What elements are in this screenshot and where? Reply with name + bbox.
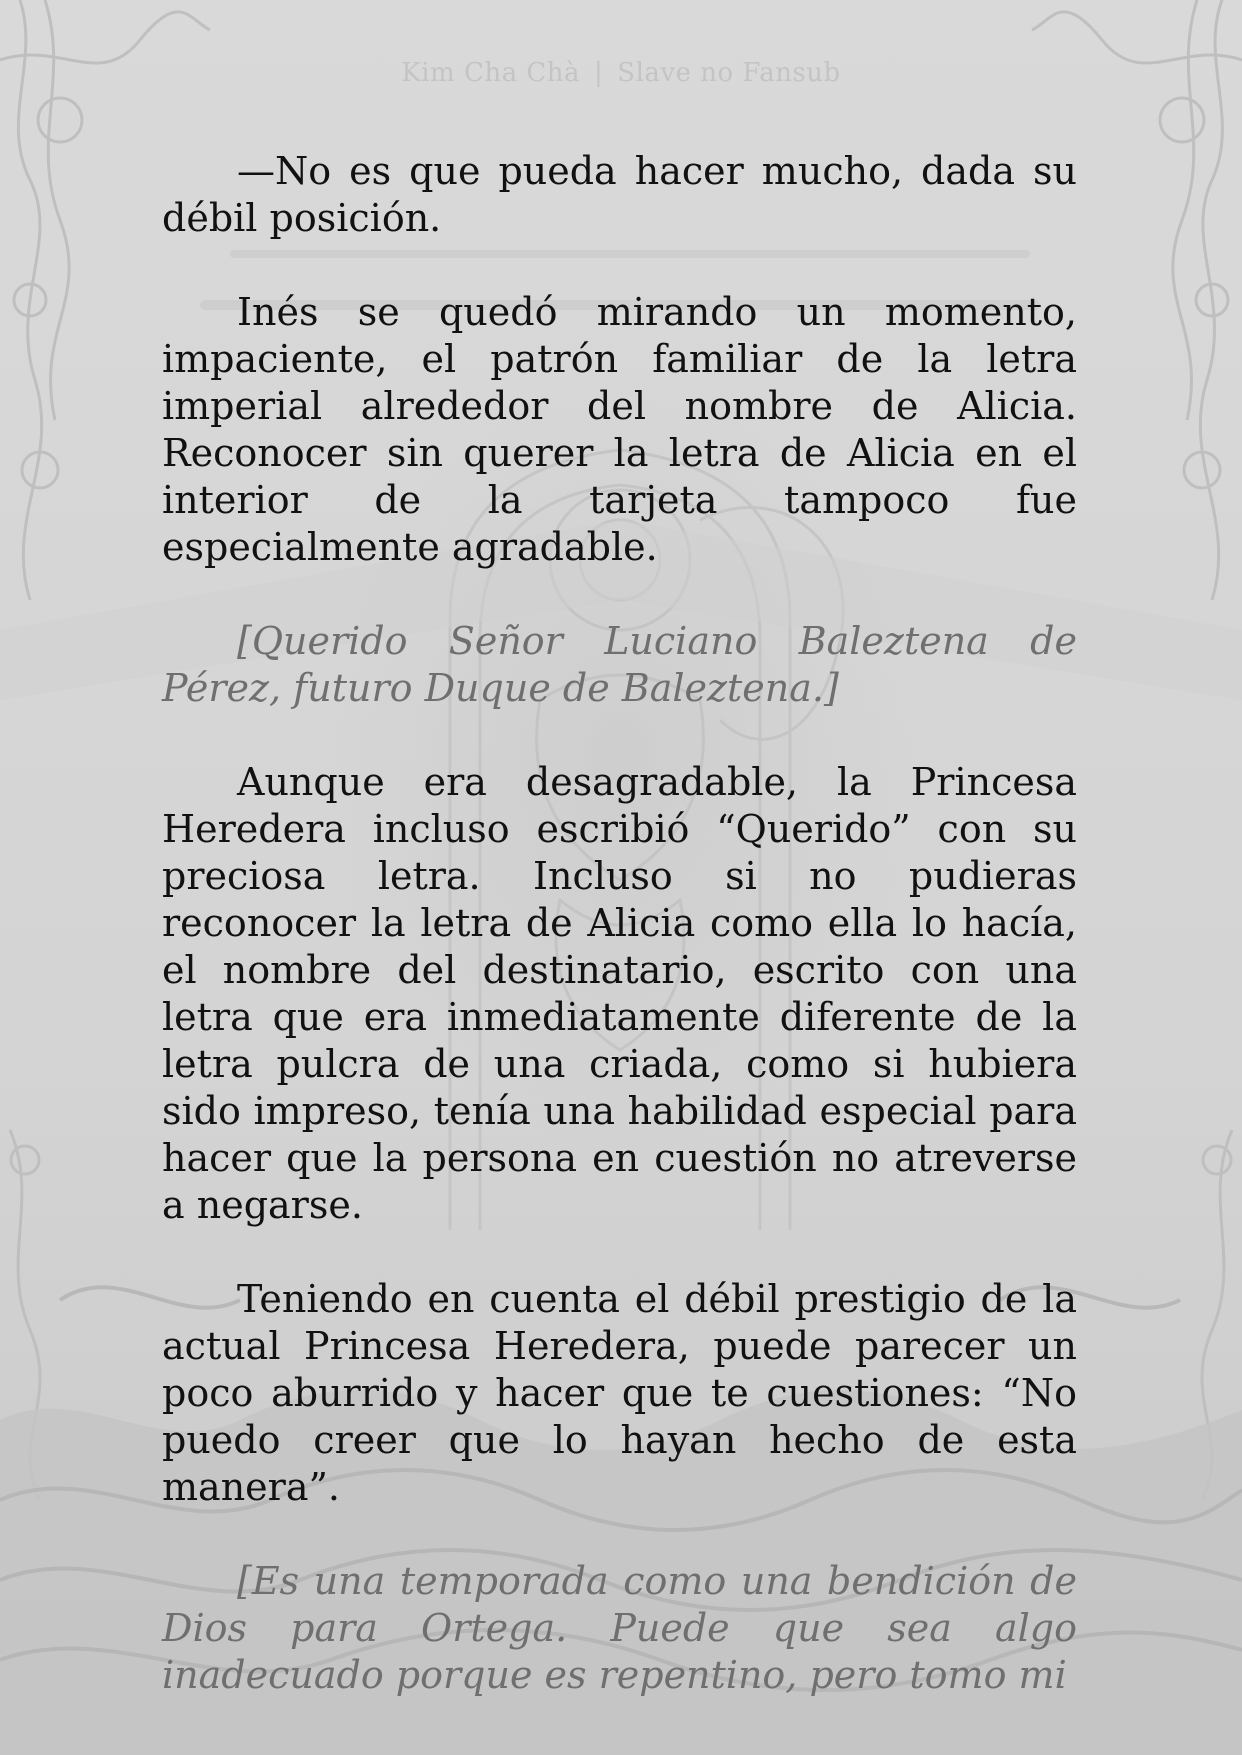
page-header-credit	[0, 58, 1242, 88]
letter-quote: [Es una temporada como una bendición de Dios para Ortega. Puede que sea algo inadecuado porque es repentino, pero tomo mi	[162, 1559, 1077, 1697]
header-group: Slave no Fansub	[617, 58, 841, 88]
paragraph: Inés se quedó mirando un momento, impaciente, el patrón familiar de la letra imperial alrededor del nombre de Alicia. Reconocer sin querer la letra de Alicia en el interior de la tarjeta tampoco fue especialmente agradable.	[162, 290, 1077, 569]
paragraph: Aunque era desagradable, la Princesa Heredera incluso escribió “Querido” con su preciosa letra. Incluso si no pudieras reconocer la letra de Alicia como ella lo hacía, el nombre del destinatario, escrito con una letra que era inmediatamente diferente de la letra pulcra de una criada, como si hubiera sido impreso, tenía una habilidad especial para hacer que la persona en cuestión no atreverse a negarse.	[162, 760, 1077, 1227]
paragraph: Teniendo en cuenta el débil prestigio de la actual Princesa Heredera, puede parecer un poco aburrido y hacer que te cuestiones: “No puedo creer que lo hayan hecho de esta manera”.	[162, 1277, 1077, 1509]
header-translator: Kim Cha Chà	[401, 58, 581, 88]
body-text	[162, 148, 1077, 1746]
header-separator: |	[594, 58, 604, 88]
letter-quote: [Querido Señor Luciano Baleztena de Pérez, futuro Duque de Baleztena.]	[162, 619, 1077, 710]
paragraph: —No es que pueda hacer mucho, dada su débil posición.	[162, 149, 1077, 240]
